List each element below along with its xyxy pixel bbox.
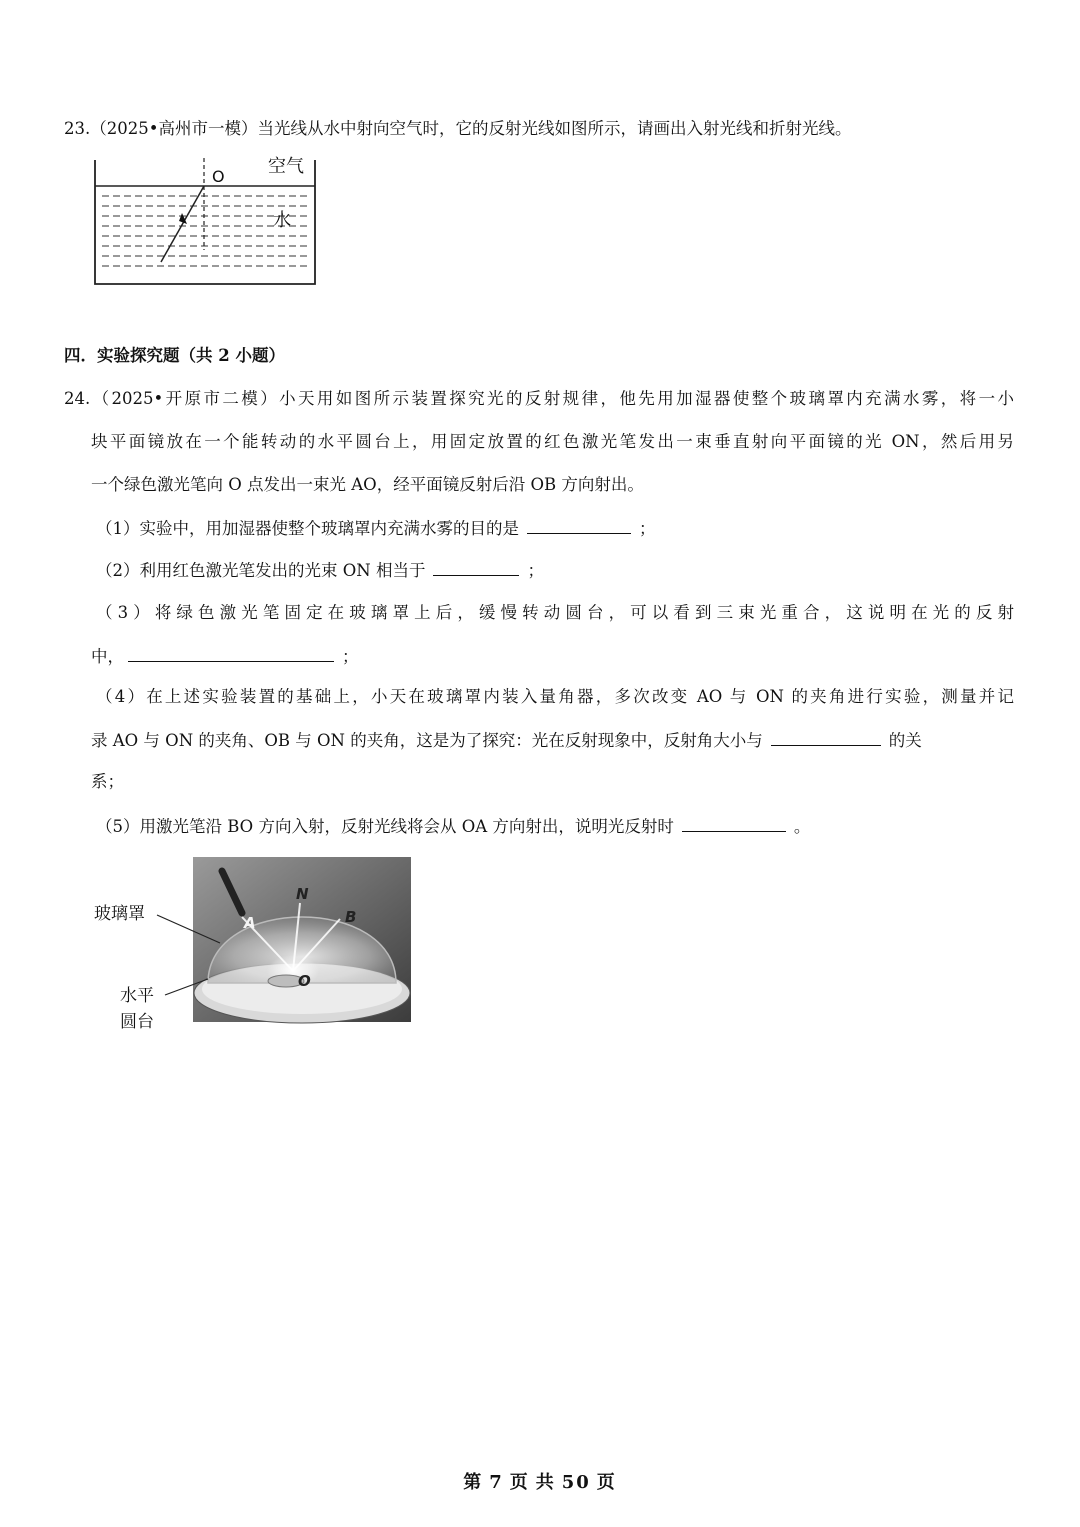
- footer-page-number: 7: [489, 1472, 504, 1493]
- q24-label-o: O: [298, 972, 311, 990]
- page-footer: [0, 1468, 1080, 1494]
- footer-ye: 页: [509, 1472, 530, 1493]
- q24-part-3-line-2: [91, 645, 359, 668]
- q24-part-2-blank[interactable]: [433, 559, 519, 576]
- q23-label-water: 水: [273, 210, 291, 231]
- q24-apparatus-photo: [90, 855, 415, 1035]
- q24-part-2: [96, 559, 544, 582]
- q24-part-3-text: 中，: [91, 647, 124, 666]
- q23-label-o: O: [212, 167, 225, 186]
- footer-gong: 共: [535, 1472, 556, 1493]
- q24-part-4-blank[interactable]: [771, 729, 881, 746]
- footer-ye-2: 页: [596, 1472, 617, 1493]
- footer-di: 第: [463, 1472, 484, 1493]
- q24-part-4-line-3: 系；: [91, 772, 124, 791]
- q23-label-air: 空气: [268, 156, 304, 177]
- q24-label-turntable-1: 水平: [120, 986, 154, 1006]
- question-24-line-1: 24.（2025•开原市二模）小天用如图所示装置探究光的反射规律，他先用加湿器使整个玻璃罩内充满水雾，将一小: [64, 389, 1014, 408]
- section-title: 四．实验探究题（共 2 小题）: [64, 346, 285, 365]
- question-24-line-3: 一个绿色激光笔向 O 点发出一束光 AO，经平面镜反射后沿 OB 方向射出。: [91, 475, 644, 494]
- question-23-text: 23.（2025•高州市一模）当光线从水中射向空气时，它的反射光线如图所示，请画出入射光线和折射光线。: [64, 119, 852, 138]
- q24-apparatus-figure: [90, 855, 415, 1035]
- q24-part-5-blank[interactable]: [682, 815, 786, 832]
- q24-label-turntable-2: 圆台: [120, 1012, 154, 1032]
- q24-part-4-text: 录 AO 与 ON 的夹角、OB 与 ON 的夹角，这是为了探究：光在反射现象中，反射角大小与: [91, 731, 763, 750]
- q24-part-1: [96, 517, 656, 540]
- q24-label-a: A: [244, 914, 256, 932]
- q24-part-4-line-2: [91, 729, 922, 752]
- q24-part-3-end: ；: [342, 647, 359, 666]
- q24-part-4-line-1: （4）在上述实验装置的基础上，小天在玻璃罩内装入量角器，多次改变 AO 与 ON 的夹角进行实验，测量并记: [96, 687, 1014, 706]
- q24-part-2-end: ；: [527, 561, 544, 580]
- q24-label-b: B: [345, 908, 357, 926]
- q24-part-5-text: （5）用激光笔沿 BO 方向入射，反射光线将会从 OA 方向射出，说明光反射时: [96, 817, 674, 836]
- q24-part-5-end: 。: [793, 817, 811, 836]
- q24-label-n: N: [296, 885, 309, 903]
- q24-part-4-end: 的关: [888, 731, 922, 750]
- q24-part-3-line-1: （3）将绿色激光笔固定在玻璃罩上后，缓慢转动圆台，可以看到三束光重合，这说明在光的反射: [96, 603, 1014, 622]
- q24-part-2-text: （2）利用红色激光笔发出的光束 ON 相当于: [96, 561, 426, 580]
- q23-diagram: [90, 150, 330, 290]
- footer-total-pages: 50: [561, 1472, 591, 1493]
- q24-part-1-end: ；: [639, 519, 656, 538]
- q23-water-tank-figure: [90, 150, 330, 290]
- q24-label-glass-dome: 玻璃罩: [94, 904, 145, 924]
- q24-part-1-text: （1）实验中，用加湿器使整个玻璃罩内充满水雾的目的是: [96, 519, 519, 538]
- q24-part-5: [96, 815, 810, 838]
- question-24-line-2: 块平面镜放在一个能转动的水平圆台上，用固定放置的红色激光笔发出一束垂直射向平面镜的光 ON，然后用另: [91, 432, 1014, 451]
- q24-part-1-blank[interactable]: [527, 517, 631, 534]
- q24-part-3-blank[interactable]: [128, 645, 334, 662]
